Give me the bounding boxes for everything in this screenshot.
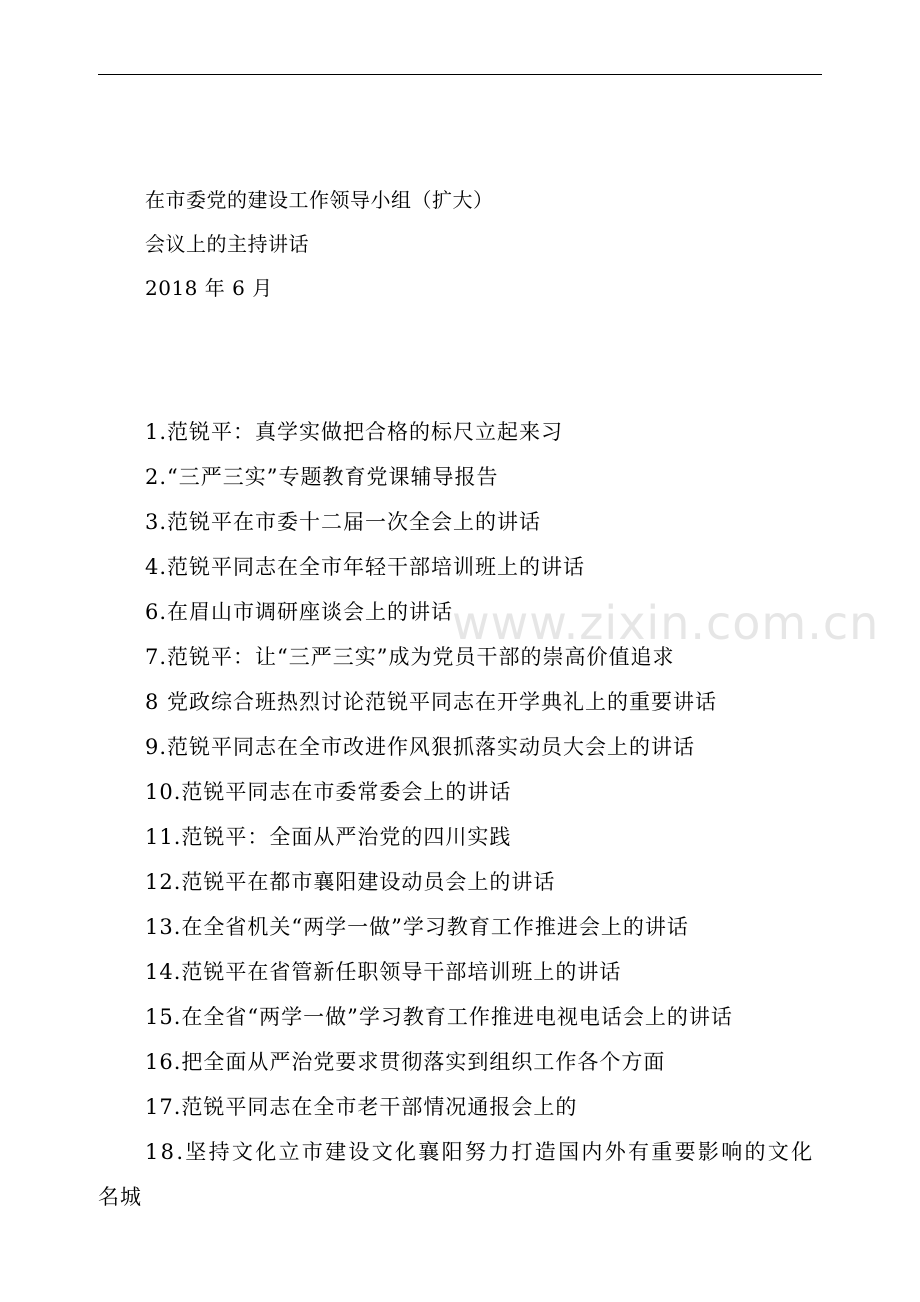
- table-of-contents: [98, 420, 825, 1230]
- toc-item: 8 党政综合班热烈讨论范锐平同志在开学典礼上的重要讲话: [145, 690, 718, 714]
- toc-item: 1.范锐平：真学实做把合格的标尺立起来习: [145, 420, 564, 444]
- toc-item-wrapped: [98, 1140, 825, 1209]
- toc-item: 13.在全省机关“两学一做”学习教育工作推进会上的讲话: [145, 915, 689, 939]
- toc-item-line: 18.坚持文化立市建设文化襄阳努力打造国内外有重要影响的文化: [145, 1140, 815, 1164]
- toc-item: 12.范锐平在都市襄阳建设动员会上的讲话: [145, 870, 556, 894]
- title-line-2: 会议上的主持讲话: [145, 232, 309, 256]
- toc-item: 17.范锐平同志在全市老干部情况通报会上的: [145, 1095, 578, 1119]
- toc-item: 2.“三严三实”专题教育党课辅导报告: [145, 465, 499, 489]
- toc-item: 15.在全省“两学一做”学习教育工作推进电视电话会上的讲话: [145, 1005, 733, 1029]
- toc-item: 14.范锐平在省管新任职领导干部培训班上的讲话: [145, 960, 622, 984]
- toc-item: 4.范锐平同志在全市年轻干部培训班上的讲话: [145, 555, 586, 579]
- toc-item-continuation: 名城: [98, 1185, 142, 1209]
- toc-item: 3.范锐平在市委十二届一次全会上的讲话: [145, 510, 542, 534]
- watermark: www.zixin.com.cn: [452, 596, 880, 650]
- toc-item: 9.范锐平同志在全市改进作风狠抓落实动员大会上的讲话: [145, 735, 696, 759]
- document-title: [145, 190, 494, 322]
- title-line-1: 在市委党的建设工作领导小组（扩大）: [145, 188, 494, 212]
- header-rule: [98, 74, 822, 75]
- toc-item: 11.范锐平：全面从严治党的四川实践: [145, 825, 512, 849]
- toc-item: 7.范锐平：让“三严三实”成为党员干部的崇高价值追求: [145, 645, 675, 669]
- toc-item: 6.在眉山市调研座谈会上的讲话: [145, 600, 454, 624]
- toc-item: 16.把全面从严治党要求贯彻落实到组织工作各个方面: [145, 1050, 666, 1074]
- document-date: 2018 年 6 月: [145, 276, 273, 300]
- toc-item: 10.范锐平同志在市委常委会上的讲话: [145, 780, 512, 804]
